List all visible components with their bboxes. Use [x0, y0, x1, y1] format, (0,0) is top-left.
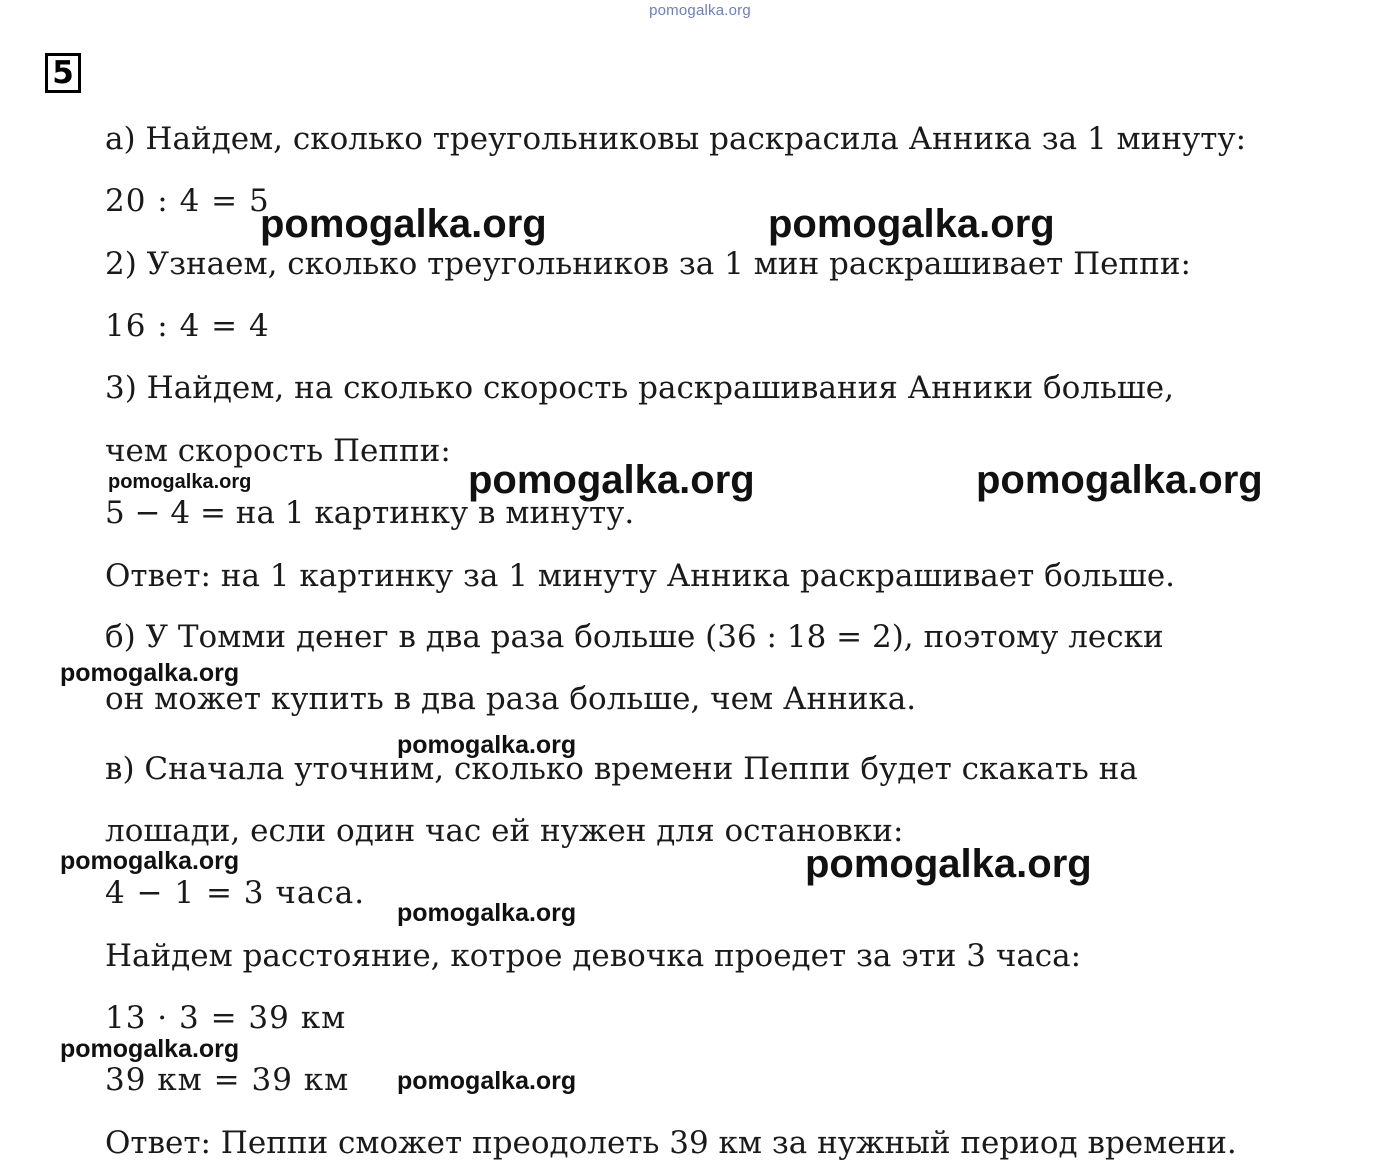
watermark: pomogalka.org — [260, 202, 547, 246]
text-line: чем скорость Пеппи: — [105, 433, 451, 469]
watermark: pomogalka.org — [397, 899, 577, 927]
text-line: в) Сначала уточним, сколько времени Пеппи будет скакать на — [105, 751, 1138, 787]
math-line: 20 : 4 = 5 — [105, 183, 270, 219]
watermark: pomogalka.org — [60, 1035, 240, 1063]
watermark: pomogalka.org — [60, 847, 240, 875]
watermark: pomogalka.org — [108, 471, 252, 493]
text-line: лошади, если один час ей нужен для остановки: — [105, 813, 904, 849]
text-line: б) У Томми денег в два раза больше (36 : 18 = 2), поэтому лески — [105, 619, 1164, 655]
text-line: он может купить в два раза больше, чем Анника. — [105, 681, 917, 717]
text-line: 3) Найдем, на сколько скорость раскрашивания Анники больше, — [105, 370, 1174, 406]
answer-line: Ответ: Пеппи сможет преодолеть 39 км за нужный период времени. — [105, 1125, 1237, 1161]
text-line: 2) Узнаем, сколько треугольников за 1 мин раскрашивает Пеппи: — [105, 246, 1191, 282]
watermark: pomogalka.org — [976, 458, 1263, 502]
text-line: а) Найдем, сколько треугольниковы раскрасила Анника за 1 минуту: — [105, 121, 1247, 157]
task-number-box: 5 — [45, 53, 81, 93]
watermark: pomogalka.org — [60, 659, 240, 687]
math-line: 39 км = 39 км — [105, 1062, 350, 1098]
math-line: 4 − 1 = 3 часа. — [105, 875, 366, 911]
math-line: 16 : 4 = 4 — [105, 308, 270, 344]
math-line: 13 · 3 = 39 км — [105, 1000, 347, 1036]
watermark: pomogalka.org — [397, 731, 577, 759]
answer-line: Ответ: на 1 картинку за 1 минуту Анника раскрашивает больше. — [105, 558, 1176, 594]
site-header-link[interactable]: pomogalka.org — [649, 2, 751, 19]
watermark: pomogalka.org — [397, 1067, 577, 1095]
text-line: 5 − 4 = на 1 картинку в минуту. — [105, 495, 635, 531]
watermark: pomogalka.org — [805, 842, 1092, 886]
watermark: pomogalka.org — [468, 458, 755, 502]
watermark: pomogalka.org — [768, 202, 1055, 246]
text-line: Найдем расстояние, котрое девочка проедет за эти 3 часа: — [105, 938, 1082, 974]
